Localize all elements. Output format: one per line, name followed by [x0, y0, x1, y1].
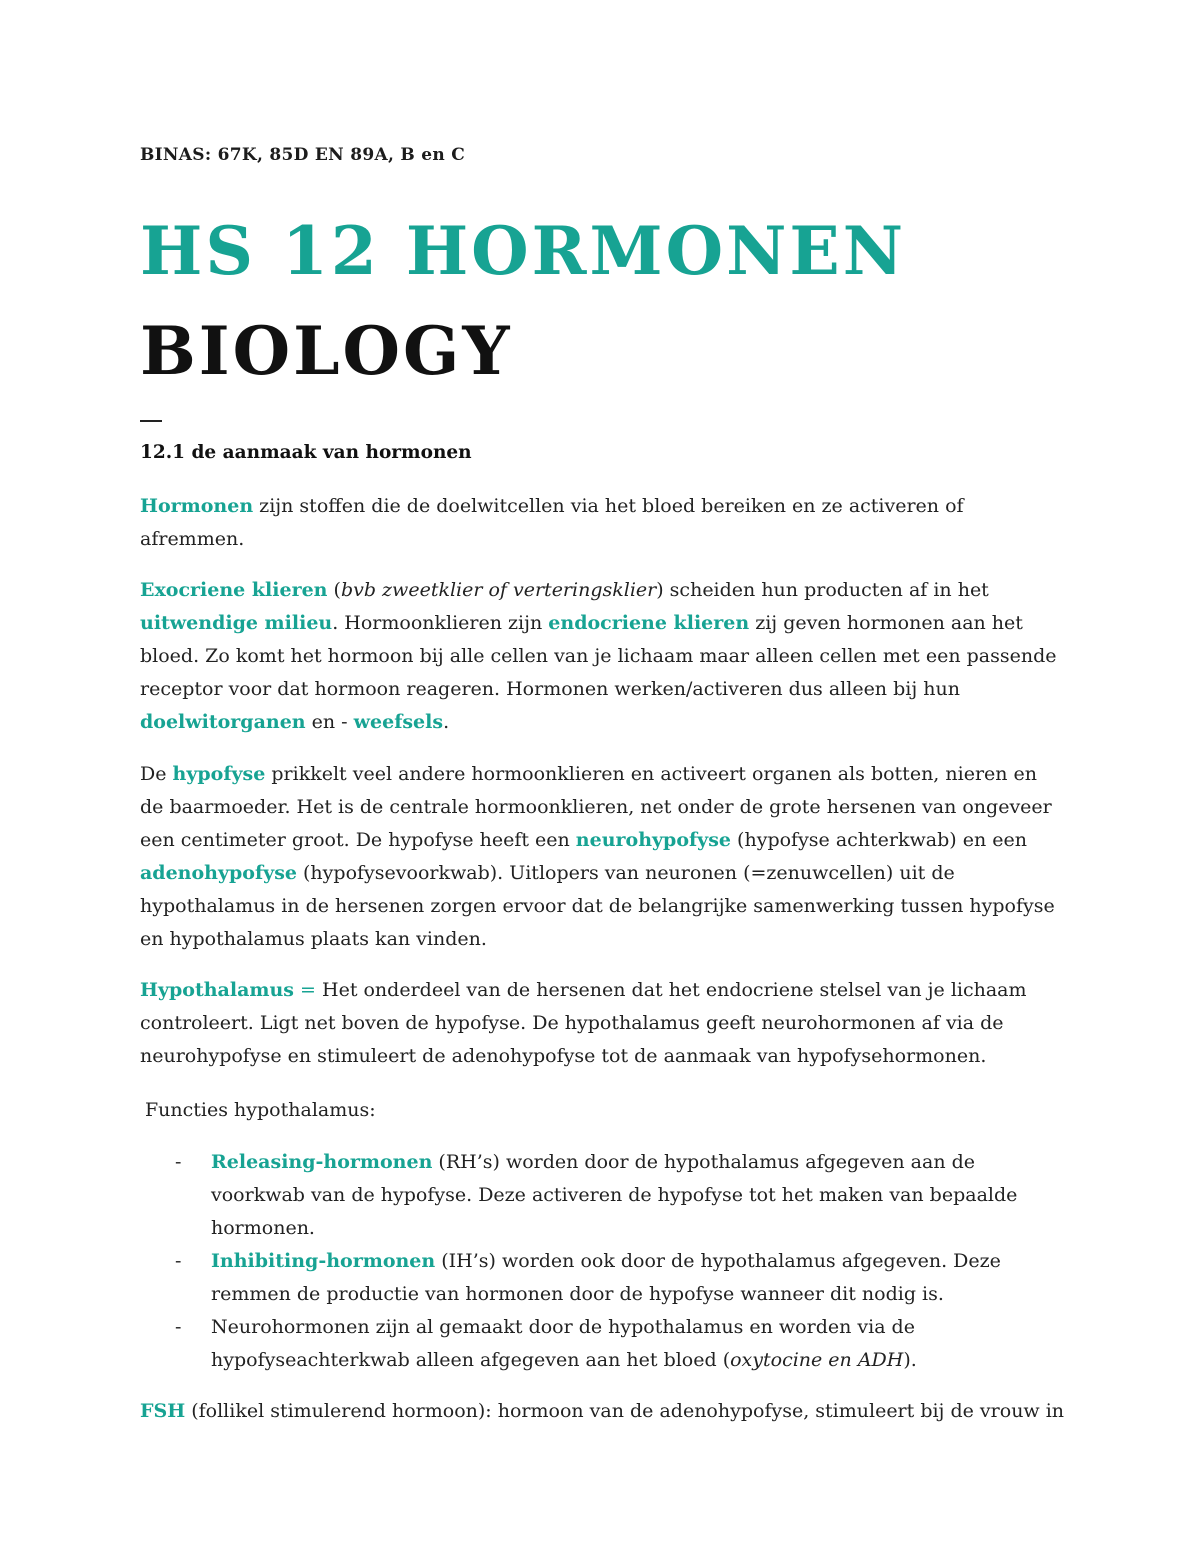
- paragraph-text: . Hormoonklieren zijn: [332, 612, 549, 634]
- equals-sign: =: [294, 979, 316, 1001]
- keyword: weefsels: [353, 711, 444, 733]
- paragraph-text: De: [140, 763, 173, 785]
- paragraph-text: ) scheiden hun producten af in het: [656, 579, 989, 601]
- paragraph-text: (: [327, 579, 341, 601]
- paragraph-text: (hypofyse achterkwab) en een: [731, 829, 1027, 851]
- list-item-text: (IH’s) worden ook door de hypothalamus afgegeven. Deze remmen de productie van hormonen door de hypofyse wanneer dit nodig is.: [211, 1250, 1001, 1305]
- keyword: FSH: [140, 1400, 186, 1422]
- paragraph-text: en -: [305, 711, 354, 733]
- paragraph-klieren: [140, 574, 1065, 739]
- keyword: uitwendige milieu: [140, 612, 333, 634]
- keyword: doelwitorganen: [140, 711, 306, 733]
- paragraph-text: (follikel stimulerend hormoon): hormoon van de adenohypofyse, stimuleert bij de vrouw in: [185, 1400, 1065, 1422]
- list-intro: Functies hypothalamus:: [145, 1099, 376, 1121]
- paragraph-text: zij geven hormonen aan het bloed. Zo komt het hormoon bij alle cellen van je lichaam maar alleen cellen met een passende receptor voor dat hormoon reageren. Hormonen werken/activeren dus alleen bij hun: [140, 612, 1057, 700]
- paragraph-text: Het onderdeel van de hersenen dat het endocriene stelsel van je lichaam controleert. Ligt net boven de hypofyse. De hypothalamus geeft neurohormonen af via de neurohypofyse en stimuleert de adenohypofyse tot de aanmaak van hypofysehormonen.: [140, 979, 1027, 1067]
- italic-text: bvb zweetklier of verteringsklier: [340, 579, 657, 601]
- list-dash: -: [175, 1250, 182, 1272]
- paragraph-text: (hypofysevoorkwab). Uitlopers van neuronen (=zenuwcellen) uit de hypothalamus in de hersenen zorgen ervoor dat de belangrijke samenwerking tussen hypofyse en hypothalamus plaats kan vinden.: [140, 862, 1055, 950]
- keyword: adenohypofyse: [140, 862, 297, 884]
- list-dash: -: [175, 1316, 182, 1338]
- page-title: HS 12 HORMONEN: [140, 212, 907, 290]
- italic-text: oxytocine en ADH: [730, 1349, 904, 1371]
- keyword: Inhibiting-hormonen: [211, 1250, 436, 1272]
- paragraph-text: .: [443, 711, 450, 733]
- paragraph-fsh: [140, 1395, 1065, 1428]
- keyword: Hormonen: [140, 495, 254, 517]
- page-subtitle: BIOLOGY: [140, 312, 513, 390]
- list-item: [175, 1311, 1075, 1377]
- paragraph-hormonen: [140, 490, 1065, 556]
- list-dash: -: [175, 1151, 182, 1173]
- list-item-text: ).: [903, 1349, 917, 1371]
- keyword: Exocriene klieren: [140, 579, 328, 601]
- list-item: [175, 1146, 1075, 1245]
- functions-list: [175, 1146, 1075, 1377]
- paragraph-text: zijn stoffen die de doelwitcellen via het bloed bereiken en ze activeren of afremmen.: [140, 495, 964, 550]
- paragraph-hypothalamus: [140, 974, 1065, 1073]
- binas-reference: BINAS: 67K, 85D EN 89A, B en C: [140, 145, 466, 165]
- keyword: neurohypofyse: [575, 829, 732, 851]
- list-item-text: Neurohormonen zijn al gemaakt door de hypothalamus en worden via de hypofyseachterkwab alleen afgegeven aan het bloed (: [211, 1316, 915, 1371]
- list-item: [175, 1245, 1075, 1311]
- keyword: endocriene klieren: [548, 612, 750, 634]
- paragraph-text: prikkelt veel andere hormoonklieren en activeert organen als botten, nieren en de baarmoeder. Het is de centrale hormoonklieren, net onder de grote hersenen van ongeveer een centimeter groot. De hypofyse heeft een: [140, 763, 1052, 851]
- keyword: hypofyse: [172, 763, 266, 785]
- keyword: Releasing-hormonen: [211, 1151, 433, 1173]
- section-heading: 12.1 de aanmaak van hormonen: [140, 442, 472, 463]
- list-item-text: (RH’s) worden door de hypothalamus afgegeven aan de voorkwab van de hypofyse. Deze activeren de hypofyse tot het maken van bepaalde hormonen.: [211, 1151, 1018, 1239]
- keyword: Hypothalamus: [140, 979, 294, 1001]
- divider: [140, 420, 162, 422]
- paragraph-hypofyse: [140, 758, 1065, 956]
